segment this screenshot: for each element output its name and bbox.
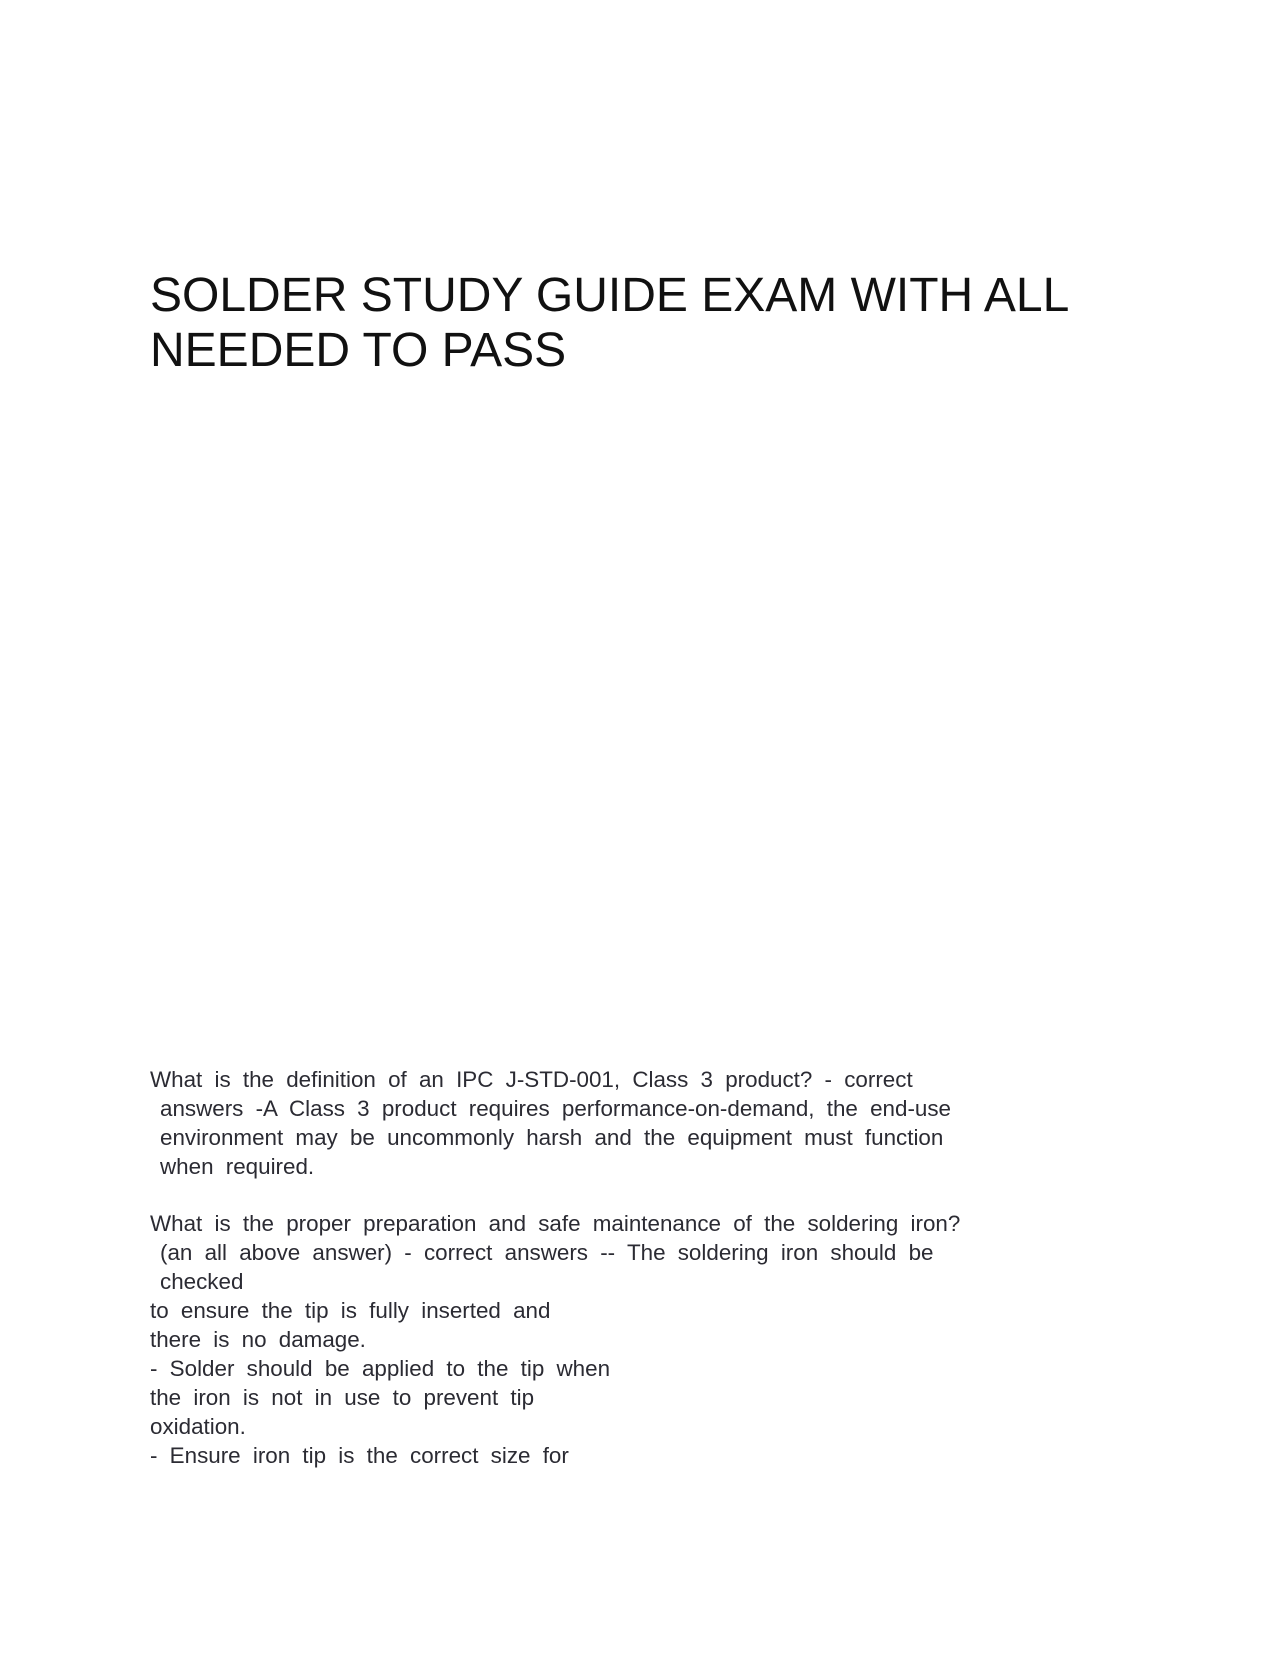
answer-line: oxidation. xyxy=(150,1414,246,1439)
answer-line: answers -A Class 3 product requires performance-on-demand, the end-use xyxy=(160,1096,952,1121)
document-title xyxy=(150,268,1150,378)
answer-line: (an all above answer) - correct answers -- The soldering iron should be xyxy=(160,1240,934,1265)
question-answer-2 xyxy=(150,1209,1150,1470)
answer-line: - Ensure iron tip is the correct size for xyxy=(150,1443,569,1468)
document-body xyxy=(150,1065,1150,1470)
answer-line: checked xyxy=(160,1269,244,1294)
answer-line: when required. xyxy=(160,1154,315,1179)
answer-line: to ensure the tip is fully inserted and xyxy=(150,1298,551,1323)
title-line: SOLDER STUDY GUIDE EXAM WITH ALL xyxy=(150,269,1070,322)
answer-line: the iron is not in use to prevent tip xyxy=(150,1385,535,1410)
question-line: What is the proper preparation and safe maintenance of the soldering iron? xyxy=(150,1211,961,1236)
title-line: NEEDED TO PASS xyxy=(150,324,567,377)
answer-line: - Solder should be applied to the tip when xyxy=(150,1356,611,1381)
answer-line: environment may be uncommonly harsh and the equipment must function xyxy=(160,1125,944,1150)
question-line: What is the definition of an IPC J-STD-001, Class 3 product? - correct xyxy=(150,1067,913,1092)
paragraph-gap xyxy=(150,1181,1150,1209)
question-answer-1 xyxy=(150,1065,1150,1181)
answer-line: there is no damage. xyxy=(150,1327,366,1352)
